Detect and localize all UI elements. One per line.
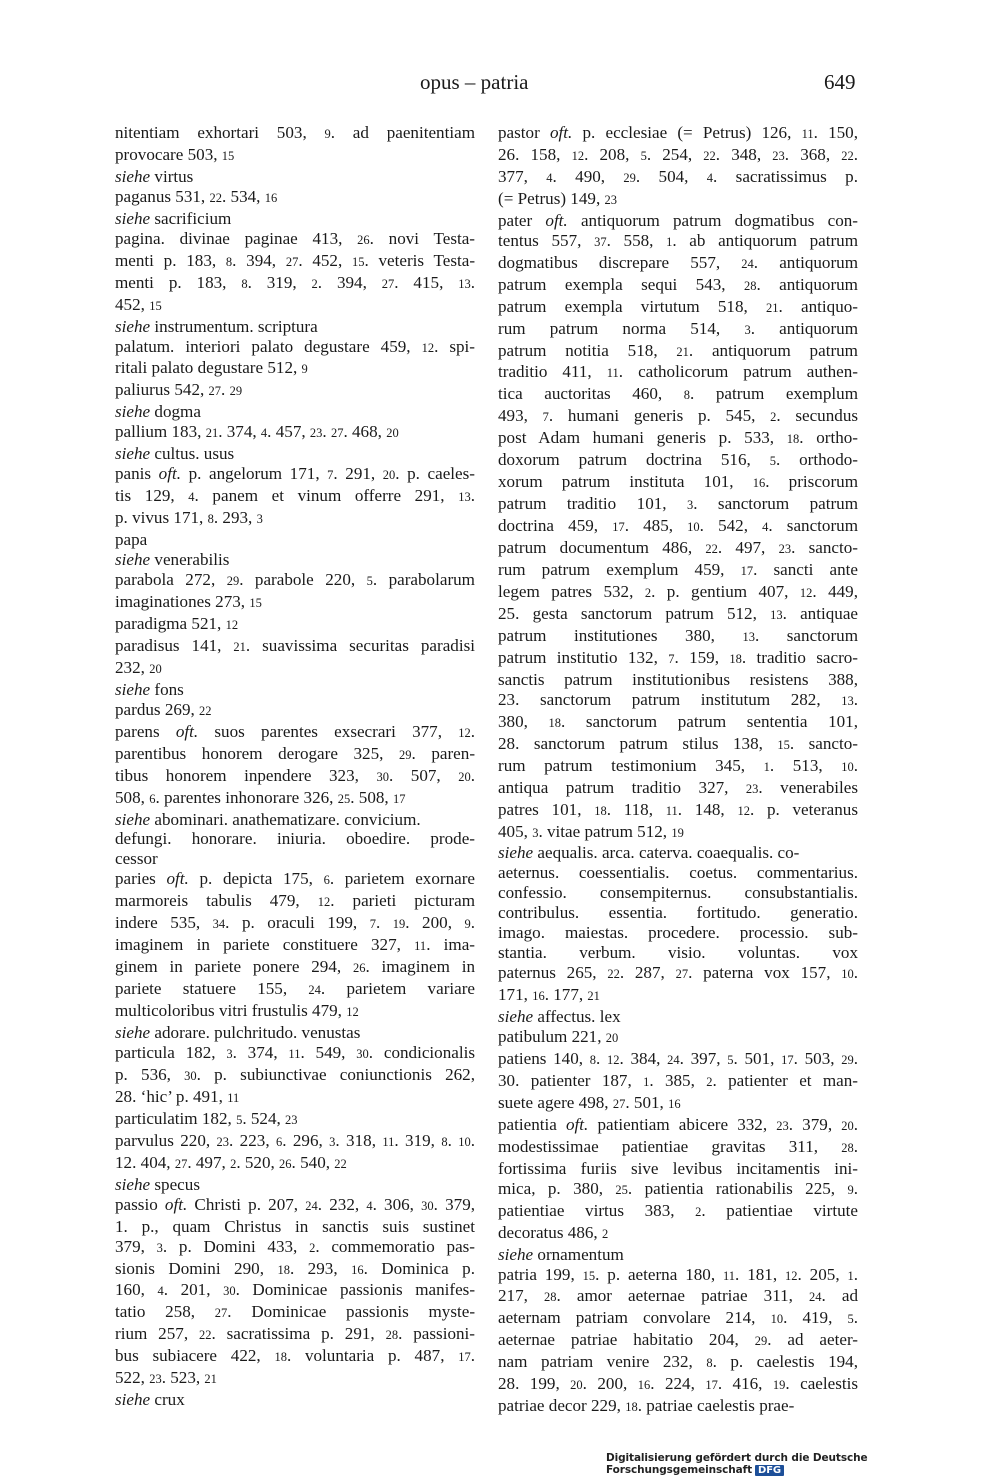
index-line: 30. patienter 187, 1. 385, 2. patienter et man- — [498, 1070, 858, 1090]
index-line: papa — [115, 530, 148, 550]
index-line: 171, 16. 177, 21 — [498, 985, 600, 1005]
index-line: paganus 531, 22. 534, 16 — [115, 186, 278, 206]
index-line: aeternus. coessentialis. coetus. commentarius. — [498, 863, 858, 883]
index-line: provocare 503, 15 — [115, 144, 235, 164]
index-entry — [115, 464, 475, 530]
index-line: contribulus. essentia. fortitudo. generatio. — [498, 903, 858, 923]
index-entry — [115, 337, 475, 381]
index-line: bus subiacere 422, 18. voluntaria p. 487, 17. — [115, 1346, 475, 1366]
index-line: 493, 7. humani generis p. 545, 2. secundus — [498, 406, 859, 426]
index-entry — [115, 422, 475, 464]
index-line: 522, 23. 523, 21 — [115, 1368, 217, 1388]
index-entry — [115, 1195, 475, 1411]
index-line: pariete statuere 155, 24. parietem variare — [115, 979, 475, 999]
index-line: 26. 158, 12. 208, 5. 254, 22. 348, 23. 368, 22. — [498, 144, 859, 164]
index-entry — [115, 187, 475, 229]
index-entry — [115, 700, 475, 722]
cross-reference-line: siehe fons — [115, 679, 184, 699]
index-line: 28. sanctorum patrum stilus 138, 15. sancto- — [498, 733, 858, 753]
index-line: menti p. 183, 8. 394, 27. 452, 15. veteris Testa- — [115, 250, 476, 270]
index-line: dogmatibus discrepare 557, 24. antiquorum — [498, 252, 859, 272]
index-line: patrum exempla virtutum 518, 21. antiquo- — [498, 296, 858, 316]
running-title: opus – patria — [420, 70, 529, 94]
index-line: p. 536, 30. p. subiunctivae coniunctionis 262, — [115, 1064, 475, 1084]
page-number: 649 — [824, 70, 856, 94]
index-line: tentus 557, 37. 558, 1. ab antiquorum patrum — [498, 230, 858, 250]
index-line: particulatim 182, 5. 524, 23 — [115, 1108, 298, 1128]
index-line: parentibus honorem derogare 325, 29. paren- — [115, 743, 476, 763]
index-line: patientia oft. patientiam abicere 332, 23. 379, 20. — [498, 1114, 858, 1134]
right-column — [498, 123, 858, 1418]
index-line: parens oft. suos parentes exsecrari 377, 12. — [115, 721, 476, 741]
index-entry — [115, 1131, 475, 1195]
cross-reference-line: siehe instrumentum. scriptura — [115, 316, 318, 336]
index-line: tis 129, 4. panem et vinum offerre 291, 13. — [115, 486, 475, 506]
index-line: mica, p. 380, 25. patientia rationabilis 225, 9. — [498, 1178, 858, 1198]
index-line: rium 257, 22. sacratissima p. 291, 28. passioni- — [115, 1324, 475, 1344]
index-line: marmoreis tabulis 479, 12. parieti picturam — [115, 891, 475, 911]
index-line: suete agere 498, 27. 501, 16 — [498, 1092, 681, 1112]
index-line: stantia. verbum. visio. voluntas. vox — [498, 943, 858, 963]
index-line: imaginem in pariete constituere 327, 11. ima- — [115, 935, 475, 955]
index-line: 508, 6. parentes inhonorare 326, 25. 508, 17 — [115, 787, 406, 807]
cross-reference-line: siehe venerabilis — [115, 550, 230, 570]
index-line: nitentiam exhortari 503, 9. ad paenitentiam — [115, 123, 475, 142]
index-line: patrum documentum 486, 22. 497, 23. sancto- — [498, 538, 858, 558]
index-line: pater oft. antiquorum patrum dogmatibus con- — [498, 210, 858, 230]
index-line: patrum traditio 101, 3. sanctorum patrum — [498, 494, 858, 514]
index-entry — [115, 869, 475, 1043]
index-line: 28. ‘hic’ p. 491, 11 — [115, 1086, 240, 1106]
cross-reference-line: siehe crux — [115, 1390, 185, 1410]
index-entry — [115, 614, 475, 636]
index-line: aeternae patriae habitatio 204, 29. ad aeter- — [498, 1330, 858, 1350]
cross-reference-line: siehe abominari. anathematizare. convicium. — [115, 809, 421, 829]
index-line: imago. maiestas. procedere. processio. sub- — [498, 923, 858, 943]
index-entry — [115, 722, 475, 830]
index-line: cessor — [115, 849, 158, 869]
cross-reference-line: siehe virtus — [115, 166, 194, 186]
index-line: traditio 411, 11. catholicorum patrum authen- — [498, 362, 858, 382]
index-entry — [115, 829, 475, 869]
index-entry — [498, 211, 858, 1027]
index-line: patrum institutiones 380, 13. sanctorum — [498, 625, 858, 645]
index-line: rum patrum norma 514, 3. antiquorum — [498, 318, 858, 338]
index-line: 28. 199, 20. 200, 16. 224, 17. 416, 19. caelestis — [498, 1374, 859, 1394]
cross-reference-line: siehe sacrificium — [115, 208, 232, 228]
index-line: tatio 258, 27. Dominicae passionis myste- — [115, 1302, 476, 1322]
left-column — [115, 123, 475, 1410]
index-line: modestissimae patientiae gravitas 311, 28. — [498, 1136, 858, 1156]
index-line: sionis Domini 290, 18. 293, 16. Dominica p. — [115, 1258, 475, 1278]
index-line: defungi. honorare. iniuria. oboedire. prode- — [115, 829, 475, 849]
index-line: (= Petrus) 149, 23 — [498, 188, 617, 208]
index-line: 377, 4. 490, 29. 504, 4. sacratissimus p. — [498, 166, 858, 186]
index-line: passio oft. Christi p. 207, 24. 232, 4. 306, 30. 379, — [115, 1194, 476, 1214]
index-entry — [498, 1027, 858, 1049]
index-entry — [115, 229, 475, 337]
index-line: paliurus 542, 27. 29 — [115, 380, 243, 400]
index-line: sanctis patrum institutionibus resistens 388, — [498, 669, 858, 689]
index-line: patientiae virtus 383, 2. patientiae virtute — [498, 1200, 858, 1220]
index-line: fortissima furiis sive levibus incitamentis ini- — [498, 1158, 858, 1178]
index-line: palatum. interiori palato degustare 459, 12. spi- — [115, 336, 475, 356]
index-line: 23. sanctorum patrum institutum 282, 13. — [498, 689, 858, 709]
index-line: pastor oft. p. ecclesiae (= Petrus) 126, 11. 150, — [498, 123, 858, 142]
index-line: patria 199, 15. p. aeterna 180, 11. 181, 12. 205, 1. — [498, 1264, 859, 1284]
index-line: paradisus 141, 21. suavissima securitas paradisi — [115, 635, 475, 655]
index-line: pardus 269, 22 — [115, 699, 212, 719]
index-line: confessio. consempiternus. consubstantialis. — [498, 883, 858, 903]
index-entry — [115, 530, 475, 570]
cross-reference-line: siehe cultus. usus — [115, 444, 235, 464]
index-line: ginem in pariete ponere 294, 26. imaginem in — [115, 957, 476, 977]
index-entry — [115, 636, 475, 700]
index-line: patrum notitia 518, 21. antiquorum patrum — [498, 340, 858, 360]
index-line: decoratus 486, 2 — [498, 1222, 609, 1242]
index-line: pagina. divinae paginae 413, 26. novi Testa- — [115, 228, 475, 248]
index-line: 452, 15 — [115, 294, 162, 314]
index-line: rum patrum exemplum 459, 17. sancti ante — [498, 560, 858, 580]
index-line: multicoloribus vitri frustulis 479, 12 — [115, 1001, 359, 1021]
index-line: 217, 28. amor aeternae patriae 311, 24. ad — [498, 1286, 859, 1306]
index-line: xorum patrum instituta 101, 16. priscorum — [498, 472, 858, 492]
page-header — [0, 70, 1000, 100]
index-line: patriae decor 229, 18. patriae caelestis prae- — [498, 1396, 795, 1416]
index-line: paternus 265, 22. 287, 27. paterna vox 157, 10. — [498, 963, 859, 983]
index-line: doctrina 459, 17. 485, 10. 542, 4. sanctorum — [498, 516, 859, 536]
cross-reference-line: siehe affectus. lex — [498, 1007, 621, 1027]
index-line: parvulus 220, 23. 223, 6. 296, 3. 318, 11. 319, 8. 10. — [115, 1130, 476, 1150]
index-line: patres 101, 18. 118, 11. 148, 12. p. veteranus — [498, 799, 858, 819]
index-line: 25. gesta sanctorum patrum 512, 13. antiquae — [498, 603, 858, 623]
cross-reference-line: siehe ornamentum — [498, 1244, 624, 1264]
cross-reference-line: siehe aequalis. arca. caterva. coaequalis. co- — [498, 843, 800, 863]
footer-text: Digitalisierung gefördert durch die Deutsche Forschungsgemeinschaft — [606, 1452, 868, 1476]
index-line: patibulum 221, 20 — [498, 1027, 619, 1047]
index-entry — [498, 1115, 858, 1265]
index-line: 1. p., quam Christus in sanctis suis sustinet — [115, 1216, 475, 1236]
index-entry — [115, 123, 475, 187]
cross-reference-line: siehe dogma — [115, 402, 201, 422]
index-line: p. vivus 171, 8. 293, 3 — [115, 508, 263, 528]
index-line: rum patrum testimonium 345, 1. 513, 10. — [498, 755, 859, 775]
index-line: tibus honorem inpendere 323, 30. 507, 20. — [115, 765, 476, 785]
index-entry — [115, 1043, 475, 1109]
index-line: 379, 3. p. Domini 433, 2. commemoratio pas- — [115, 1236, 476, 1256]
dfg-logo: DFG — [755, 1465, 784, 1476]
index-line: panis oft. p. angelorum 171, 7. 291, 20. p. caeles- — [115, 464, 475, 484]
index-line: 405, 3. vitae patrum 512, 19 — [498, 821, 684, 841]
index-line: menti p. 183, 8. 319, 2. 394, 27. 415, 13. — [115, 272, 476, 292]
index-entry — [498, 1265, 858, 1419]
index-line: paradigma 521, 12 — [115, 613, 239, 633]
index-line: legem patres 532, 2. p. gentium 407, 12. 449, — [498, 582, 859, 602]
index-line: ritali palato degustare 512, 9 — [115, 358, 308, 378]
index-line: nam patriam venire 232, 8. p. caelestis 194, — [498, 1352, 859, 1372]
index-entry — [498, 123, 858, 211]
index-line: patrum exempla sequi 543, 28. antiquorum — [498, 274, 858, 294]
index-line: tica auctoritas 460, 8. patrum exemplum — [498, 384, 858, 404]
index-line: doxorum patrum doctrina 516, 5. orthodo- — [498, 450, 859, 470]
footer-credit — [606, 1452, 1000, 1476]
index-line: 160, 4. 201, 30. Dominicae passionis manifes- — [115, 1280, 476, 1300]
index-line: aeternam patriam convolare 214, 10. 419, 5. — [498, 1308, 858, 1328]
index-line: particula 182, 3. 374, 11. 549, 30. condicionalis — [115, 1042, 475, 1062]
index-line: 232, 20 — [115, 657, 162, 677]
index-line: pallium 183, 21. 374, 4. 457, 23. 27. 468, 20 — [115, 422, 399, 442]
index-line: 380, 18. sanctorum patrum sententia 101, — [498, 711, 858, 731]
index-line: patrum institutio 132, 7. 159, 18. traditio sacro- — [498, 647, 858, 667]
index-entry — [115, 380, 475, 422]
index-entry — [115, 570, 475, 614]
index-entry — [498, 1049, 858, 1115]
cross-reference-line: siehe specus — [115, 1174, 200, 1194]
index-entry — [115, 1109, 475, 1131]
index-line: indere 535, 34. p. oraculi 199, 7. 19. 200, 9. — [115, 913, 476, 933]
cross-reference-line: siehe adorare. pulchritudo. venustas — [115, 1023, 361, 1043]
index-line: imaginationes 273, 15 — [115, 591, 262, 611]
index-line: paries oft. p. depicta 175, 6. parietem exornare — [115, 869, 475, 889]
index-line: patiens 140, 8. 12. 384, 24. 397, 5. 501, 17. 503, 29. — [498, 1048, 859, 1068]
index-line: post Adam humani generis p. 533, 18. ortho- — [498, 428, 858, 448]
index-line: antiqua patrum traditio 327, 23. venerabiles — [498, 777, 859, 797]
index-line: parabola 272, 29. parabole 220, 5. parabolarum — [115, 570, 475, 590]
index-line: 12. 404, 27. 497, 2. 520, 26. 540, 22 — [115, 1152, 347, 1172]
